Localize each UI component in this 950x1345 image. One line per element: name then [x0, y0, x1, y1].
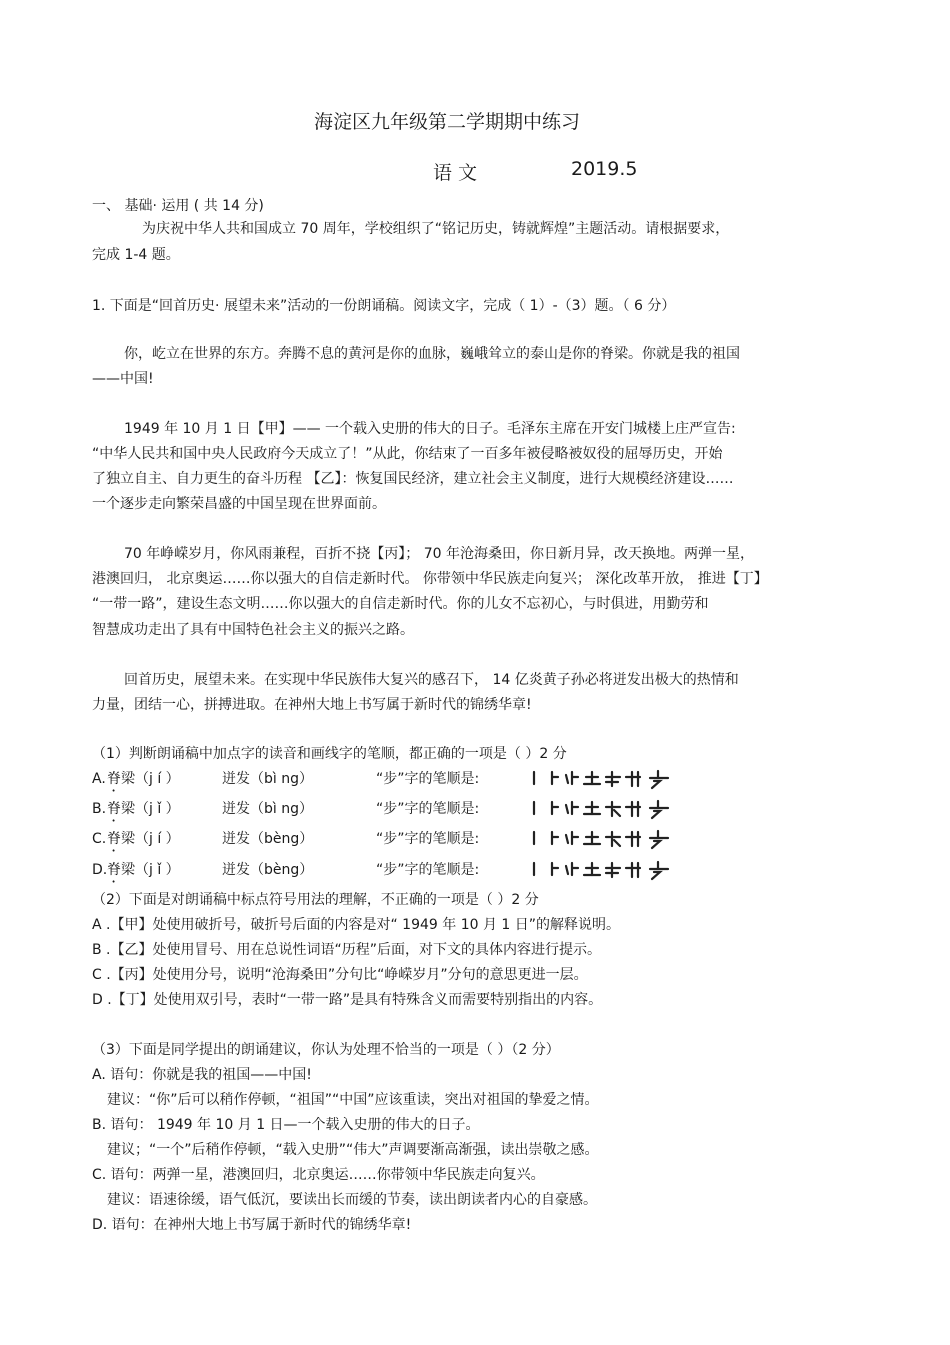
stroke-order-image-c: [528, 828, 678, 850]
stroke-order-image-d: [528, 859, 678, 881]
option-c-letter: C.: [92, 831, 107, 847]
question-1-3-a-sentence: A. 语句：你就是我的祖国——中国!: [92, 1067, 312, 1083]
question-1-3-b-advice: 建议；“一个”后稍作停顿，“载入史册”“伟大”声调要渐高渐强，读出崇敬之感。: [107, 1142, 599, 1158]
option-a-reading: 梁（j í ）: [121, 771, 180, 787]
option-c-dotted-char: 脊: [107, 831, 121, 847]
option-a-word2: 迸发（bì ng）: [222, 771, 313, 787]
stroke-order-image-a: [528, 768, 678, 790]
section-intro-line-2: 完成 1-4 题。: [92, 247, 180, 263]
question-1-3-stem: （3）下面是同学提出的朗诵建议，你认为处理不恰当的一项是（ ）（2 分）: [92, 1042, 560, 1058]
question-1-3-c-sentence: C. 语句：两弹一星，港澳回归，北京奥运……你带领中华民族走向复兴。: [92, 1167, 545, 1183]
question-1-2-option-c: C .【丙】处使用分号，说明“沧海桑田”分句比“峥嵘岁月”分句的意思更进一层。: [92, 967, 588, 983]
passage-p3-line-1: 70 年峥嵘岁月，你风雨兼程，百折不挠【丙】； 70 年沧海桑田，你日新月异，改天换地。两弹一星，: [124, 546, 754, 562]
question-1-3-c-advice: 建议：语速徐缓，语气低沉，要读出长而缓的节奏，读出朗读者内心的自豪感。: [107, 1192, 597, 1208]
question-1-2-option-d: D .【丁】处使用双引号，表时“一带一路”是具有特殊含义而需要特别指出的内容。: [92, 992, 603, 1008]
option-d-stroke-label: “步”字的笔顺是:: [376, 862, 480, 878]
passage-p1-line-1: 你，屹立在世界的东方。奔腾不息的黄河是你的血脉，巍峨耸立的泰山是你的脊梁。你就是我的祖国: [124, 346, 740, 362]
passage-p3-line-4: 智慧成功走出了具有中国特色社会主义的振兴之路。: [92, 622, 414, 638]
option-d-reading: 梁（j ǐ ）: [121, 862, 180, 878]
passage-p2-line-2: “中华人民共和国中央人民政府今天成立了！”从此，你结束了一百多年被侵略被奴役的屈辱历史，开始: [92, 446, 723, 462]
passage-p4-line-2: 力量，团结一心，拼搏进取。在神州大地上书写属于新时代的锦绣华章!: [92, 697, 532, 713]
option-b-letter: B.: [92, 801, 107, 817]
question-1-2-option-a: A .【甲】处使用破折号，破折号后面的内容是对“ 1949 年 10 月 1 日”的解释说明。: [92, 917, 621, 933]
question-1-2-option-b: B .【乙】处使用冒号、用在总说性词语“历程”后面，对下文的具体内容进行提示。: [92, 942, 602, 958]
passage-p2-line-1: 1949 年 10 月 1 日【甲】—— 一个载入史册的伟大的日子。毛泽东主席在开安门城楼上庄严宣告:: [124, 421, 736, 437]
option-a-letter: A.: [92, 771, 106, 787]
section-intro-line-1: 为庆祝中华人共和国成立 70 周年，学校组织了“铭记历史，铸就辉煌”主题活动。请根据要求，: [142, 221, 730, 237]
section-heading: 一、 基础· 运用 ( 共 14 分): [92, 198, 264, 214]
option-a-dotted-char: 脊: [107, 771, 121, 787]
option-d-word2: 迸发（bèng）: [222, 862, 314, 878]
option-b-dotted-char: 脊: [107, 801, 121, 817]
option-c-word2: 迸发（bèng）: [222, 831, 314, 847]
passage-p3-line-3: “一带一路”，建设生态文明……你以强大的自信走新时代。你的儿女不忘初心，与时俱进，用勤劳和: [92, 596, 709, 612]
page-title: 海淀区九年级第二学期期中练习: [314, 111, 581, 133]
option-c-reading: 梁（j í ）: [121, 831, 180, 847]
option-d-letter: D.: [92, 862, 108, 878]
option-c-stroke-label: “步”字的笔顺是:: [376, 831, 480, 847]
stroke-order-image-b: [528, 798, 678, 820]
option-a-stroke-label: “步”字的笔顺是:: [376, 771, 480, 787]
exam-date: 2019.5: [571, 158, 638, 180]
passage-p1-line-2: ——中国!: [92, 371, 154, 387]
option-d-dotted-char: 脊: [107, 862, 121, 878]
option-b-stroke-label: “步”字的笔顺是:: [376, 801, 480, 817]
question-1-3-b-sentence: B. 语句： 1949 年 10 月 1 日—一个载入史册的伟大的日子。: [92, 1117, 480, 1133]
passage-p4-line-1: 回首历史，展望未来。在实现中华民族伟大复兴的感召下， 14 亿炎黄子孙必将迸发出极大的热情和: [124, 672, 739, 688]
question-1-1-stem: （1）判断朗诵稿中加点字的读音和画线字的笔顺，都正确的一项是（ ）2 分: [92, 746, 567, 762]
passage-p3-line-2: 港澳回归， 北京奥运……你以强大的自信走新时代。 你带领中华民族走向复兴； 深化改革开放， 推进【丁】: [92, 571, 768, 587]
question-1-stem: 1. 下面是“回首历史· 展望未来”活动的一份朗诵稿。阅读文字，完成（ 1）-（3）题。（ 6 分）: [92, 298, 676, 314]
option-b-word2: 迸发（bì ng）: [222, 801, 313, 817]
question-1-3-a-advice: 建议：“你”后可以稍作停顿，“祖国”“中国”应该重读，突出对祖国的挚爱之情。: [107, 1092, 599, 1108]
question-1-3-d-sentence: D. 语句：在神州大地上书写属于新时代的锦绣华章!: [92, 1217, 412, 1233]
option-b-reading: 梁（j ǐ ）: [121, 801, 180, 817]
passage-p2-line-4: 一个逐步走向繁荣昌盛的中国呈现在世界面前。: [92, 496, 386, 512]
question-1-2-stem: （2）下面是对朗诵稿中标点符号用法的理解，不正确的一项是（ ）2 分: [92, 892, 539, 908]
passage-p2-line-3: 了独立自主、自力更生的奋斗历程 【乙】：恢复国民经济，建立社会主义制度，进行大规模经济建设……: [92, 471, 734, 487]
subject-label: 语 文: [433, 162, 478, 184]
